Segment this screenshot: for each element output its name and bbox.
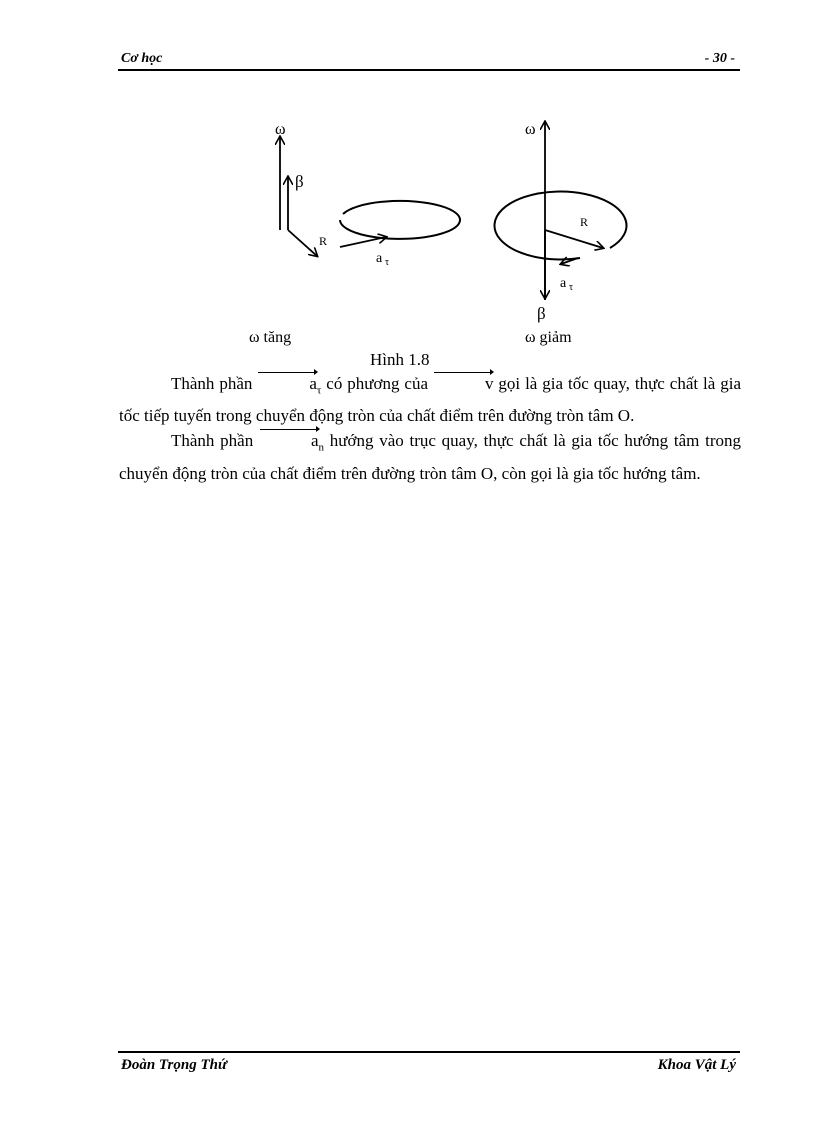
paragraph-tangential — [119, 371, 741, 428]
text-run: Thành phần — [171, 431, 259, 451]
figure-caption: Hình 1.8 — [370, 350, 430, 369]
diagram-omega-increasing — [275, 121, 460, 268]
orbit-ellipse-left — [340, 201, 460, 239]
vector-v: v — [433, 371, 494, 396]
orbit-ellipse-right — [494, 192, 626, 260]
radius-vector-right — [545, 230, 603, 248]
body-text — [119, 371, 741, 486]
subscript-tau: τ — [316, 384, 322, 397]
text-run: hướng vào trục quay, thực chất là gia tốc hướng tâm trong chuyển động tròn của chất điểm trên đường tròn tâm O, còn gọi là gia tốc hướng tâm. — [119, 431, 741, 483]
a-sub-label-left: τ — [385, 257, 390, 268]
a-label-right: a — [560, 276, 567, 291]
r-label-right: R — [580, 215, 589, 229]
paragraph-centripetal — [119, 428, 741, 485]
omega-label-right: ω — [525, 121, 536, 138]
text-run: Thành phần — [171, 374, 258, 393]
text-run: gọi là gia tốc quay, thực chất là gia tốc tiếp tuyến trong chuyển động tròn của chất điểm trên đường tròn tâm O. — [119, 374, 742, 426]
header-rule — [118, 69, 740, 71]
a-sub-label-right: τ — [569, 282, 574, 293]
vector-a: a — [259, 428, 319, 453]
footer-department: Khoa Vật Lý — [657, 1057, 736, 1073]
vector-a: a — [257, 371, 317, 396]
beta-label-right: β — [537, 304, 546, 323]
r-label-left: R — [319, 234, 328, 248]
footer-author: Đoàn Trọng Thứ — [121, 1057, 227, 1073]
page-number: - 30 - — [704, 51, 735, 66]
a-label-left: a — [376, 251, 383, 266]
omega-label-left: ω — [275, 121, 286, 138]
caption-omega-increasing: ω tăng — [249, 329, 292, 346]
caption-omega-decreasing: ω giảm — [525, 329, 572, 346]
header-title: Cơ học — [121, 51, 163, 66]
tangential-accel-left — [340, 237, 386, 247]
footer-rule — [118, 1051, 740, 1053]
diagram-omega-decreasing — [494, 121, 626, 323]
subscript-n: n — [318, 441, 325, 454]
beta-label-left: β — [295, 172, 304, 191]
text-run: có phương của — [321, 374, 433, 393]
figure-1-8 — [200, 110, 640, 330]
radius-vector-left — [288, 230, 317, 256]
